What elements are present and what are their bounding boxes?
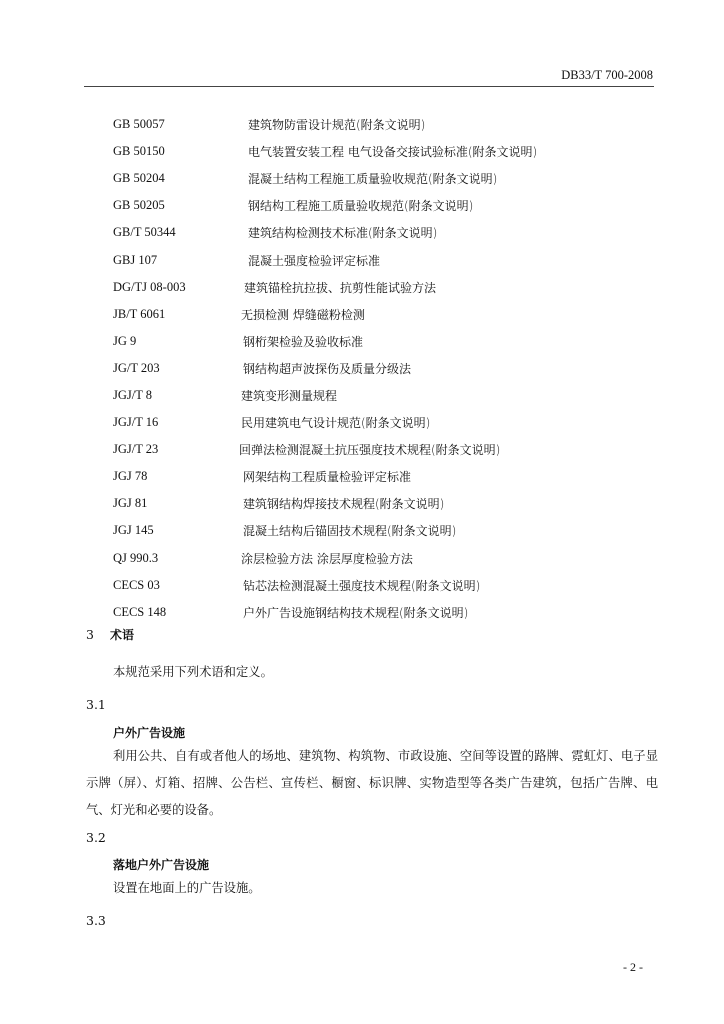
reference-code: JGJ/T 16 bbox=[113, 415, 159, 430]
reference-row bbox=[113, 382, 653, 409]
term-number: 3.2 bbox=[86, 830, 106, 845]
reference-code: JG/T 203 bbox=[113, 360, 160, 375]
reference-row bbox=[113, 545, 653, 572]
reference-row bbox=[113, 138, 653, 165]
reference-title: 钢结构超声波探伤及质量分级法 bbox=[243, 361, 412, 376]
reference-title: 民用建筑电气设计规范(附条文说明) bbox=[241, 416, 431, 431]
reference-row bbox=[113, 192, 653, 219]
reference-row bbox=[113, 301, 653, 328]
reference-code: QJ 990.3 bbox=[113, 550, 159, 565]
reference-row bbox=[113, 463, 653, 490]
reference-code: JGJ 81 bbox=[113, 496, 148, 511]
reference-title: 混凝土结构工程施工质量验收规范(附条文说明) bbox=[248, 172, 498, 187]
reference-code: JG 9 bbox=[113, 333, 137, 348]
reference-title: 无损检测 焊缝磁粉检测 bbox=[241, 307, 365, 322]
section-intro: 本规范采用下列术语和定义。 bbox=[113, 665, 273, 679]
reference-row bbox=[113, 490, 653, 517]
reference-title: 建筑物防雷设计规范(附条文说明) bbox=[248, 118, 426, 133]
reference-row bbox=[113, 355, 653, 382]
reference-title: 网架结构工程质量检验评定标准 bbox=[243, 470, 412, 485]
term-title: 落地户外广告设施 bbox=[113, 858, 210, 872]
reference-row bbox=[113, 111, 653, 138]
reference-code: GB 50057 bbox=[113, 117, 165, 132]
reference-code: GB 50204 bbox=[113, 171, 165, 186]
reference-title: 混凝土强度检验评定标准 bbox=[248, 253, 381, 268]
reference-list bbox=[113, 111, 653, 626]
reference-row bbox=[113, 165, 653, 192]
section-heading bbox=[86, 626, 134, 643]
term-definition: 设置在地面上的广告设施。 bbox=[113, 881, 261, 895]
header-rule bbox=[84, 86, 654, 87]
reference-title: 混凝土结构后锚固技术规程(附条文说明) bbox=[243, 524, 457, 539]
term-number: 3.1 bbox=[86, 697, 106, 712]
reference-row bbox=[113, 599, 653, 626]
reference-title: 建筑锚栓抗拉拔、抗剪性能试验方法 bbox=[244, 280, 437, 295]
page-number: - 2 - bbox=[623, 960, 643, 974]
reference-code: GBJ 107 bbox=[113, 252, 158, 267]
reference-code: JGJ/T 8 bbox=[113, 387, 153, 402]
term-title: 户外广告设施 bbox=[113, 726, 186, 740]
section-title: 术语 bbox=[109, 628, 134, 642]
term-number: 3.3 bbox=[86, 913, 106, 928]
reference-code: JGJ 145 bbox=[113, 523, 154, 538]
reference-code: JGJ 78 bbox=[113, 469, 148, 484]
reference-row bbox=[113, 246, 653, 273]
reference-code: GB 50150 bbox=[113, 144, 165, 159]
reference-title: 钻芯法检测混凝土强度技术规程(附条文说明) bbox=[243, 578, 481, 593]
term-definition: 利用公共、自有或者他人的场地、建筑物、构筑物、市政设施、空间等设置的路牌、霓虹灯、电子显示牌（屏）、灯箱、招牌、公告栏、宣传栏、橱窗、标识牌、实物造型等各类广告建筑，包括广告牌、电气、灯光和必要的设备。 bbox=[86, 749, 658, 817]
reference-code: DG/TJ 08-003 bbox=[113, 279, 186, 294]
reference-row bbox=[113, 328, 653, 355]
section-number: 3 bbox=[86, 627, 94, 642]
reference-title: 涂层检验方法 涂层厚度检验方法 bbox=[241, 551, 413, 566]
reference-title: 电气装置安装工程 电气设备交接试验标准(附条文说明) bbox=[248, 145, 538, 160]
document-code: DB33/T 700-2008 bbox=[561, 68, 653, 82]
reference-code: JB/T 6061 bbox=[113, 306, 166, 321]
reference-code: JGJ/T 23 bbox=[113, 442, 159, 457]
reference-title: 建筑结构检测技术标准(附条文说明) bbox=[248, 226, 438, 241]
reference-row bbox=[113, 409, 653, 436]
reference-code: GB/T 50344 bbox=[113, 225, 176, 240]
reference-title: 建筑钢结构焊接技术规程(附条文说明) bbox=[243, 497, 445, 512]
reference-row bbox=[113, 219, 653, 246]
reference-title: 钢桁架检验及验收标准 bbox=[243, 334, 364, 349]
reference-title: 钢结构工程施工质量验收规范(附条文说明) bbox=[248, 199, 474, 214]
reference-title: 回弹法检测混凝土抗压强度技术规程(附条文说明) bbox=[239, 443, 501, 458]
reference-row bbox=[113, 274, 653, 301]
reference-code: CECS 03 bbox=[113, 577, 160, 592]
reference-code: GB 50205 bbox=[113, 198, 165, 213]
reference-code: CECS 148 bbox=[113, 604, 167, 619]
reference-row bbox=[113, 572, 653, 599]
reference-row bbox=[113, 436, 653, 463]
reference-row bbox=[113, 517, 653, 544]
reference-title: 建筑变形测量规程 bbox=[241, 388, 338, 403]
reference-title: 户外广告设施钢结构技术规程(附条文说明) bbox=[243, 605, 469, 620]
